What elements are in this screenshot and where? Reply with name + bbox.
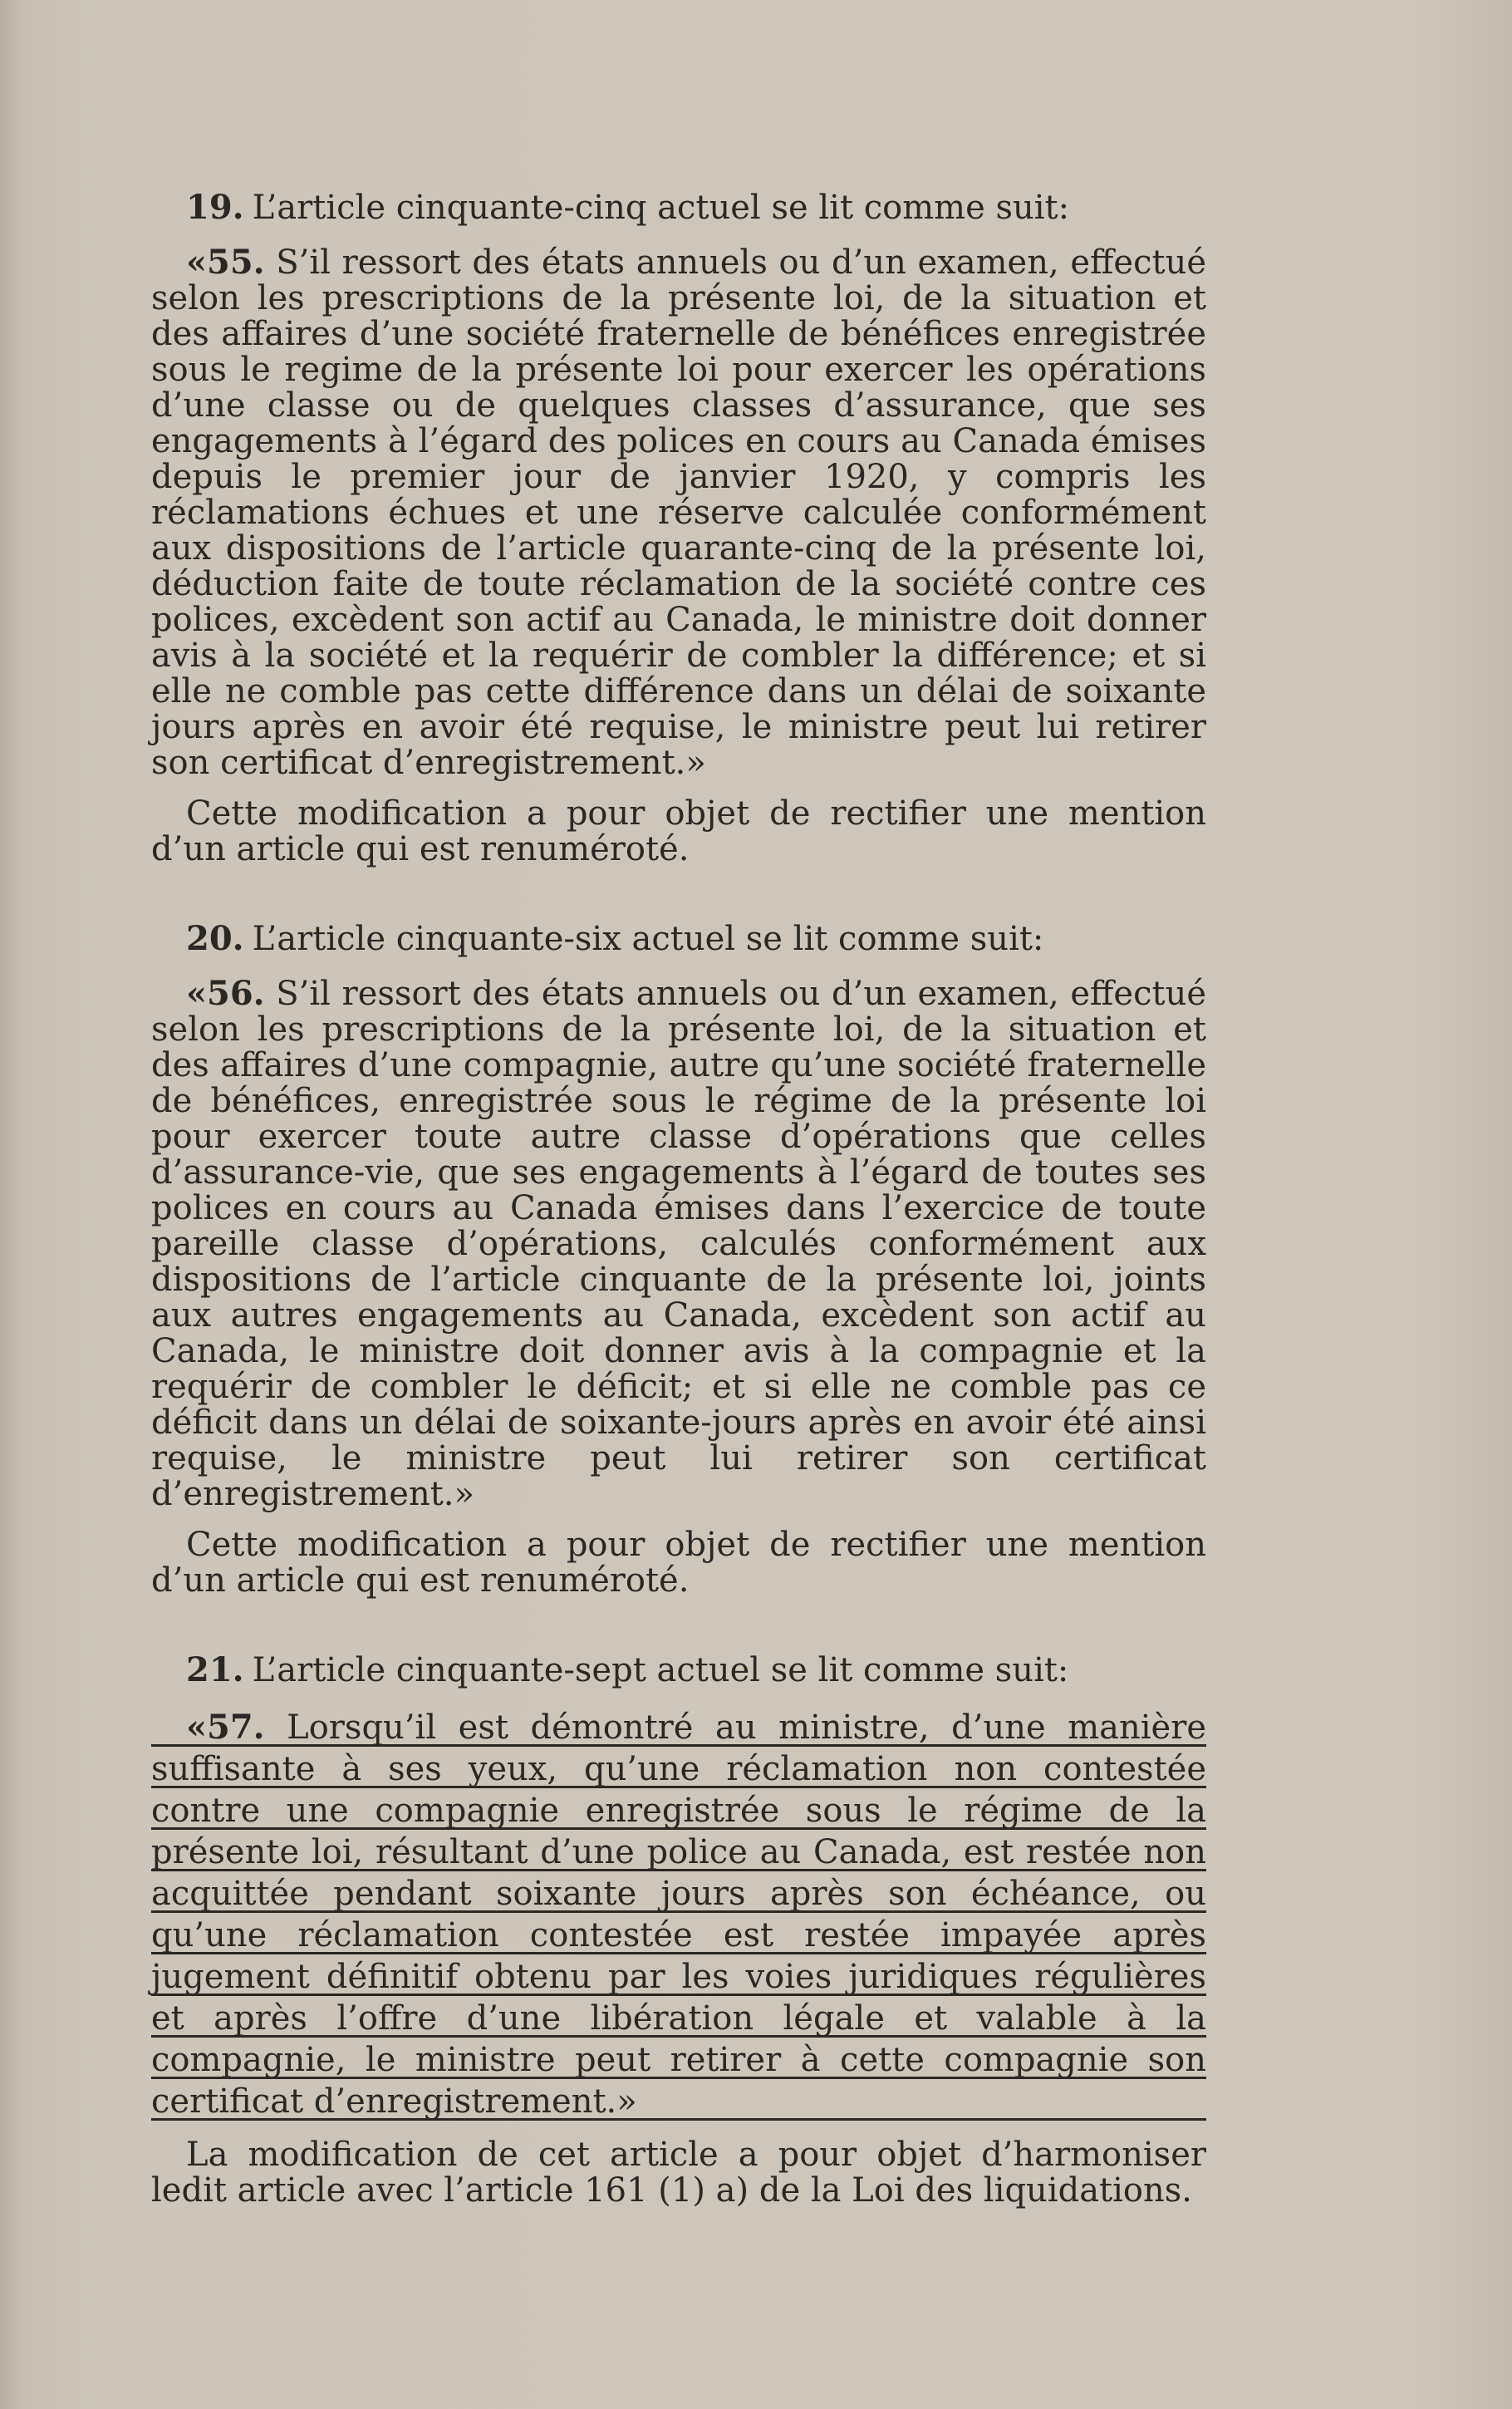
- explanatory-note: Cette modification a pour objet de rectifier une mention d’un article qui est renuméroté.: [151, 794, 1206, 868]
- section-20: [151, 921, 1206, 1599]
- section-number: 20.: [186, 919, 244, 958]
- quoted-article: [151, 244, 1206, 781]
- section-19: [151, 189, 1206, 868]
- explanatory-note: La modification de cet article a pour objet d’harmoniser ledit article avec l’article 161 (1) a) de la Loi des liquidations.: [151, 2136, 1206, 2210]
- article-number: «56.: [186, 974, 265, 1013]
- section-heading-text: L’article cinquante-cinq actuel se lit comme suit:: [252, 189, 1070, 227]
- section-heading-text: L’article cinquante-sept actuel se lit comme suit:: [252, 1651, 1069, 1689]
- explanatory-note: Cette modification a pour objet de rectifier une mention d’un article qui est renuméroté.: [151, 1526, 1206, 1600]
- article-number: «55.: [186, 243, 265, 282]
- document-body: [151, 189, 1206, 2209]
- section-heading-text: L’article cinquante-six actuel se lit comme suit:: [252, 920, 1044, 958]
- section-heading: [151, 189, 1206, 226]
- article-text: S’il ressort des états annuels ou d’un examen, effectué selon les prescriptions de la présente loi, de la situation et des affaires d’une compagnie, autre qu’une société fraternelle de bénéfices, enregistrée sous le régime de la présente loi pour exercer toute autre classe d’opérations que celles d’assurance-vie, que ses engagements à l’égard de toutes ses polices en cours au Canada émises dans l’exercice de toute pareille classe d’opérations, calculés conformément aux dispositions de l’article cinquante de la présente loi, joints aux autres engagements au Canada, excèdent son actif au Canada, le ministre doit donner avis à la compagnie et la requérir de combler le déficit; et si elle ne comble pas ce déficit dans un délai de soixante-jours après en avoir été ainsi requise, le ministre peut lui retirer son certificat d’enregistrement.»: [151, 975, 1206, 1513]
- article-number: «57.: [186, 1708, 265, 1747]
- quoted-article-underlined: [151, 1707, 1206, 2122]
- section-21: [151, 1652, 1206, 2209]
- section-heading: [151, 1652, 1206, 1689]
- section-heading: [151, 921, 1206, 957]
- article-text: S’il ressort des états annuels ou d’un examen, effectué selon les prescriptions de la présente loi, de la situation et des affaires d’une société fraternelle de bénéfices enregistrée sous le regime de la présente loi pour exercer les opérations d’une classe ou de quelques classes d’assurance, que ses engagements à l’égard des polices en cours au Canada émises depuis le premier jour de janvier 1920, y compris les réclamations échues et une réserve calculée conformément aux dispositions de l’article quarante-cinq de la présente loi, déduction faite de toute réclamation de la société contre ces polices, excèdent son actif au Canada, le ministre doit donner avis à la société et la requérir de combler la différence; et si elle ne comble pas cette différence dans un délai de soixante jours après en avoir été requise, le ministre peut lui retirer son certificat d’enregistrement.»: [151, 243, 1206, 782]
- section-number: 21.: [186, 1650, 244, 1689]
- section-number: 19.: [186, 188, 244, 227]
- quoted-article: [151, 976, 1206, 1512]
- article-text: Lorsqu’il est démontré au ministre, d’une manière suffisante à ses yeux, qu’une réclamation non contestée contre une compagnie enregistrée sous le régime de la présente loi, résultant d’une police au Canada, est restée non acquittée pendant soixante jours après son échéance, ou qu’une réclamation contestée est restée impayée après jugement définitif obtenu par les voies juridiques régulières et après l’offre d’une libération légale et valable à la compagnie, le ministre peut retirer à cette compagnie son certificat d’enregistrement.»: [151, 1708, 1206, 2121]
